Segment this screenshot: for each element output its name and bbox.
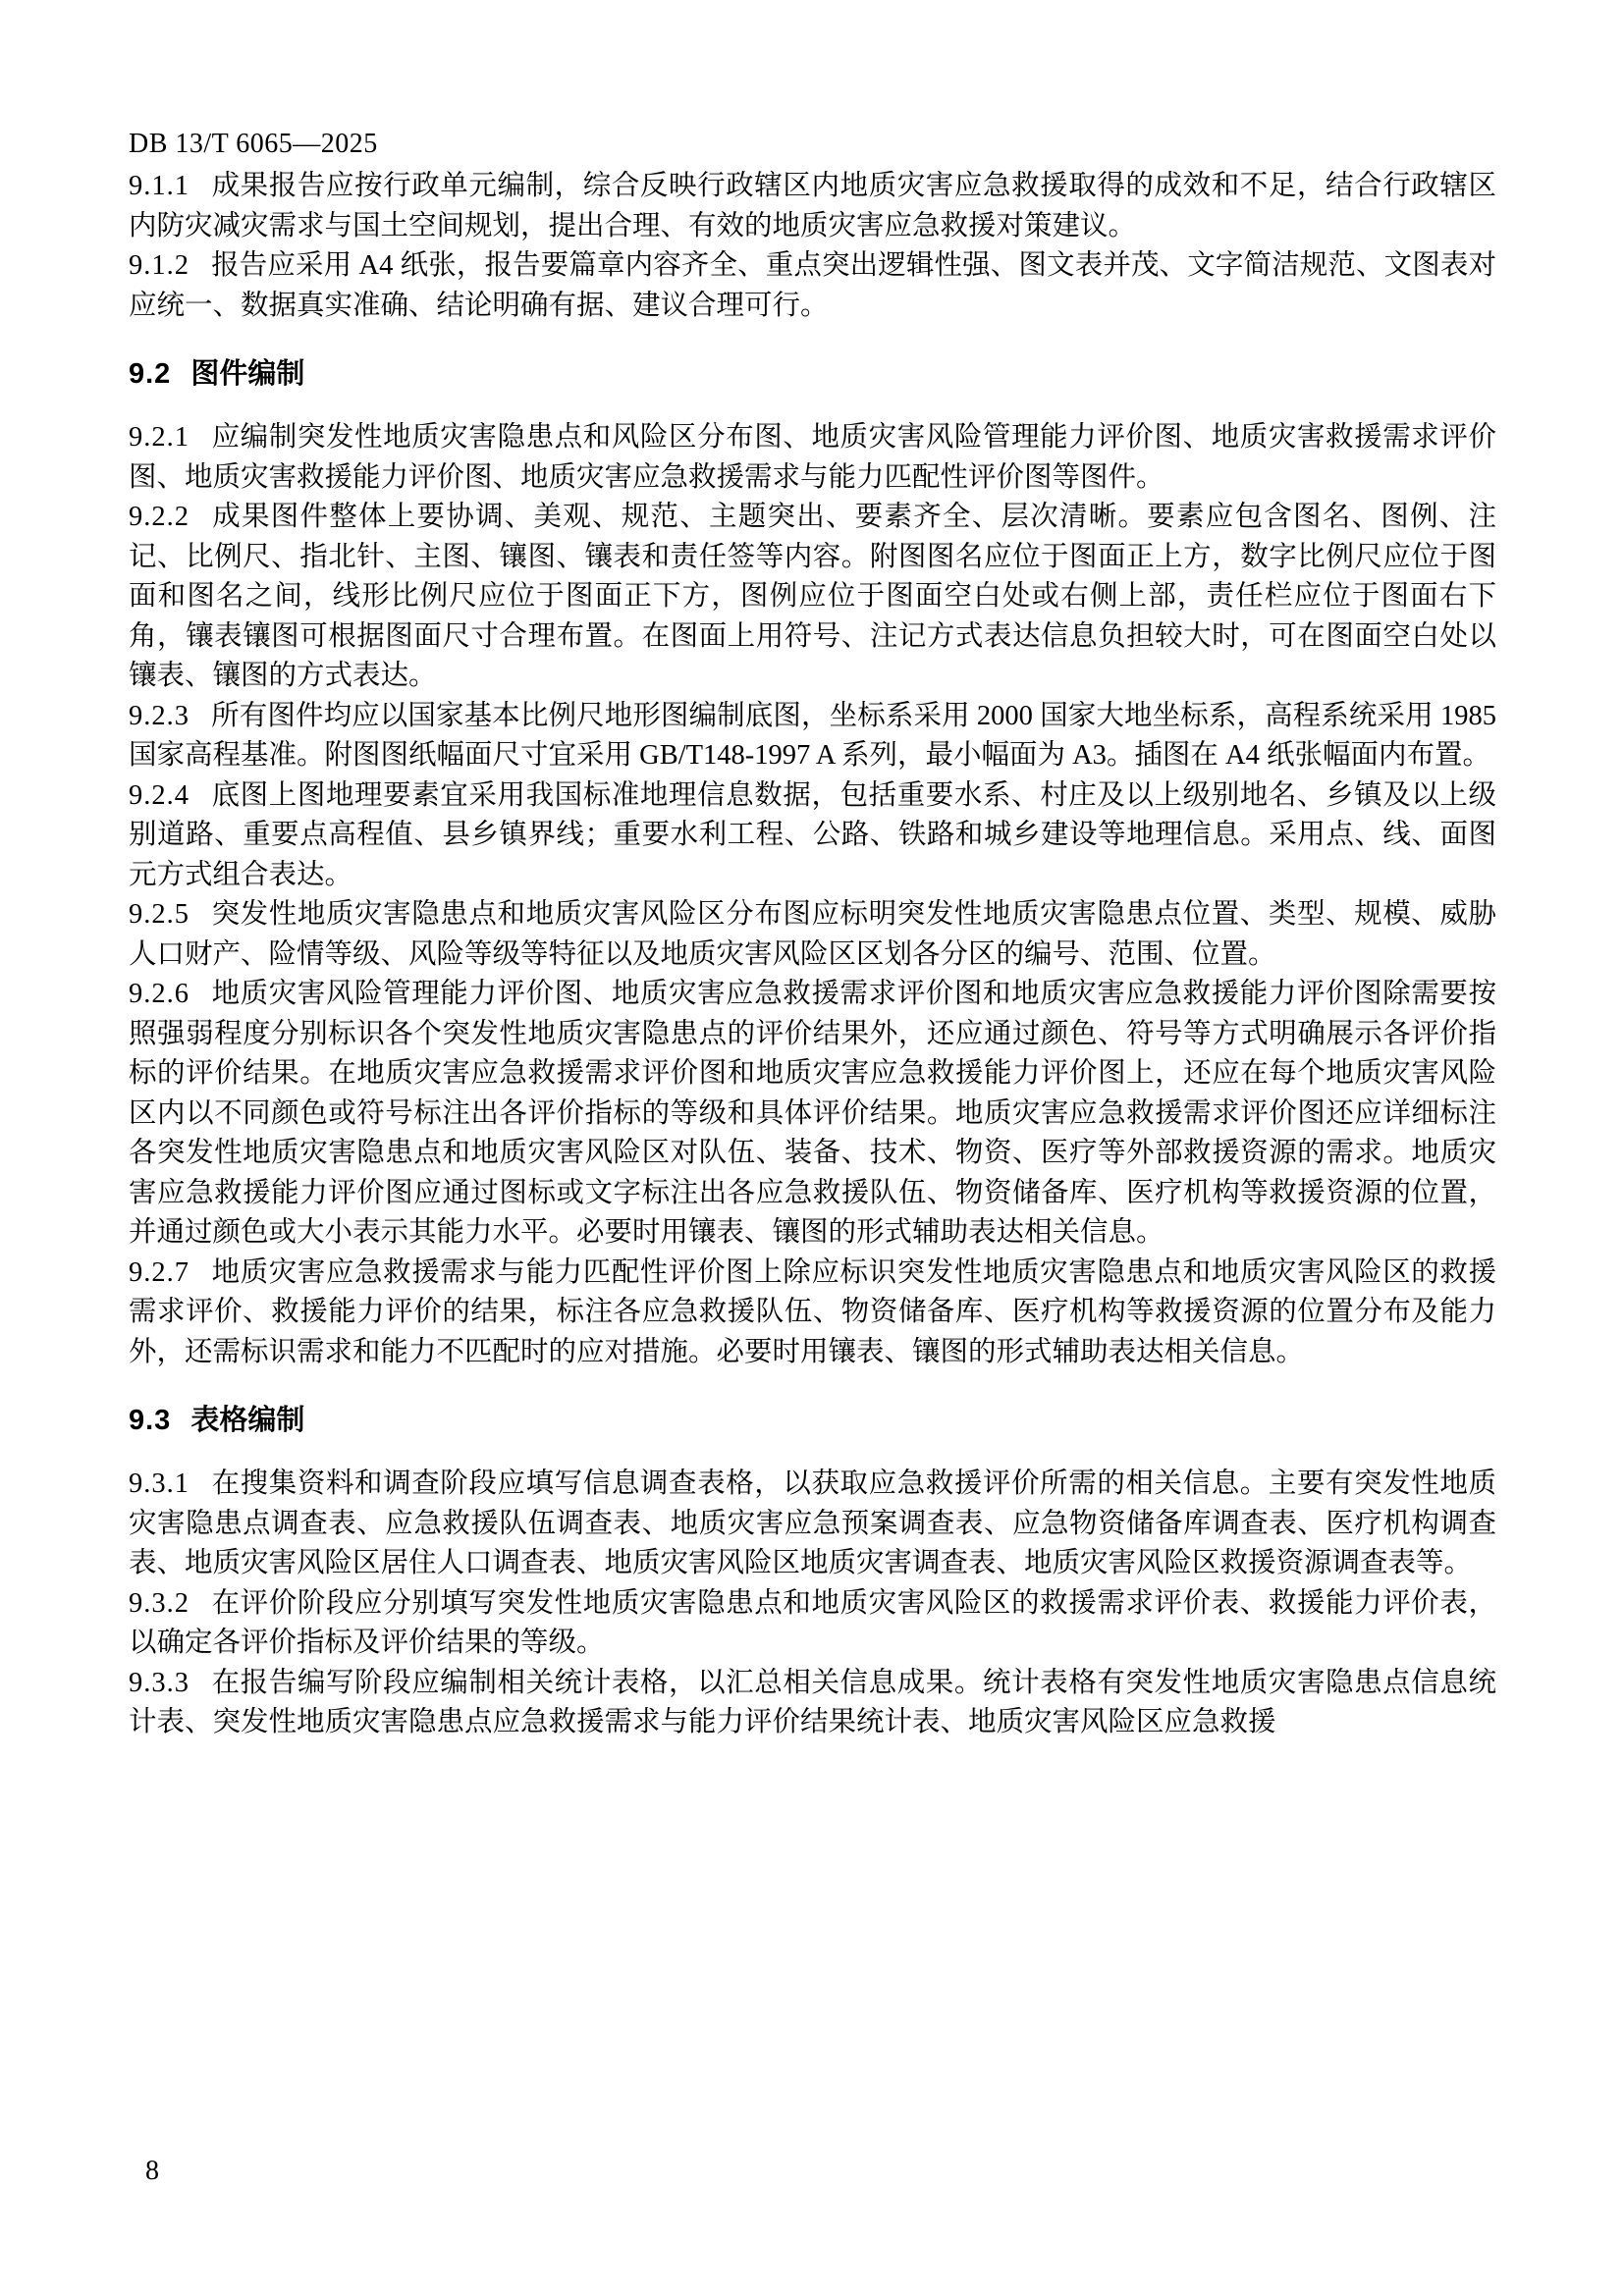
section-title: 表格编制 xyxy=(190,1405,305,1436)
document-number-header: DB 13/T 6065—2025 xyxy=(129,129,378,159)
section-number: 9.3 xyxy=(129,1405,172,1436)
document-body xyxy=(129,167,1496,1743)
clause-number: 9.1.2 xyxy=(129,250,189,281)
clause-text: 底图上图地理要素宜采用我国标准地理信息数据，包括重要水系、村庄及以上级别地名、乡镇及以上级别道路、重要点高程值、县乡镇界线；重要水利工程、公路、铁路和城乡建设等地理信息。采用点、线、面图元方式组合表达。 xyxy=(129,779,1496,890)
clause-text: 地质灾害应急救援需求与能力匹配性评价图上除应标识突发性地质灾害隐患点和地质灾害风险区的救援需求评价、救援能力评价的结果，标注各应急救援队伍、物资储备库、医疗机构等救援资源的位置分布及能力外，还需标识需求和能力不匹配时的应对措施。必要时用镶表、镶图的形式辅助表达相关信息。 xyxy=(129,1256,1496,1367)
clause-text: 在评价阶段应分别填写突发性地质灾害隐患点和地质灾害风险区的救援需求评价表、救援能力评价表，以确定各评价指标及评价结果的等级。 xyxy=(129,1587,1496,1658)
clause-9-1-1 xyxy=(129,167,1496,246)
clause-9-3-3 xyxy=(129,1664,1496,1743)
clause-9-2-4 xyxy=(129,776,1496,896)
clause-number: 9.2.5 xyxy=(129,899,189,930)
clause-9-2-7 xyxy=(129,1254,1496,1373)
section-number: 9.2 xyxy=(129,358,172,390)
section-heading-9-3 xyxy=(129,1398,1496,1438)
clause-number: 9.3.3 xyxy=(129,1667,189,1698)
clause-text: 成果报告应按行政单元编制，综合反映行政辖区内地质灾害应急救援取得的成效和不足，结合行政辖区内防灾减灾需求与国土空间规划，提出合理、有效的地质灾害应急救援对策建议。 xyxy=(129,171,1496,241)
clause-9-2-6 xyxy=(129,975,1496,1254)
clause-text: 地质灾害风险管理能力评价图、地质灾害应急救援需求评价图和地质灾害应急救援能力评价图除需要按照强弱程度分别标识各个突发性地质灾害隐患点的评价结果外，还应通过颜色、符号等方式明确展示各评价指标的评价结果。在地质灾害应急救援需求评价图和地质灾害应急救援能力评价图上，还应在每个地质灾害风险区内以不同颜色或符号标注出各评价指标的等级和具体评价结果。地质灾害应急救援需求评价图还应详细标注各突发性地质灾害隐患点和地质灾害风险区对队伍、装备、技术、物资、医疗等外部救援资源的需求。地质灾害应急救援能力评价图应通过图标或文字标注出各应急救援队伍、物资储备库、医疗机构等救援资源的位置，并通过颜色或大小表示其能力水平。必要时用镶表、镶图的形式辅助表达相关信息。 xyxy=(129,979,1496,1248)
clause-text: 在搜集资料和调查阶段应填写信息调查表格，以获取应急救援评价所需的相关信息。主要有突发性地质灾害隐患点调查表、应急救援队伍调查表、地质灾害应急预案调查表、应急物资储备库调查表、医疗机构调查表、地质灾害风险区居住人口调查表、地质灾害风险区地质灾害调查表、地质灾害风险区救援资源调查表等。 xyxy=(129,1468,1496,1578)
clause-text: 在报告编写阶段应编制相关统计表格，以汇总相关信息成果。统计表格有突发性地质灾害隐患点信息统计表、突发性地质灾害隐患点应急救援需求与能力评价结果统计表、地质灾害风险区应急救援 xyxy=(129,1667,1496,1737)
clause-text: 所有图件均应以国家基本比例尺地形图编制底图，坐标系采用 2000 国家大地坐标系，高程系统采用 1985 国家高程基准。附图图纸幅面尺寸宜采用 GB/T148-1997 A 系列，最小幅面为 A3。插图在 A4 纸张幅面内布置。 xyxy=(129,700,1496,771)
clause-number: 9.2.7 xyxy=(129,1256,189,1288)
clause-text: 突发性地质灾害隐患点和地质灾害风险区分布图应标明突发性地质灾害隐患点位置、类型、规模、威胁人口财产、险情等级、风险等级等特征以及地质灾害风险区区划各分区的编号、范围、位置。 xyxy=(129,899,1496,970)
clause-number: 9.3.1 xyxy=(129,1468,189,1499)
clause-number: 9.1.1 xyxy=(129,171,189,201)
clause-9-1-2 xyxy=(129,246,1496,326)
clause-number: 9.3.2 xyxy=(129,1587,189,1619)
section-title: 图件编制 xyxy=(190,358,305,390)
clause-9-2-1 xyxy=(129,418,1496,498)
clause-9-2-3 xyxy=(129,697,1496,776)
clause-number: 9.2.2 xyxy=(129,502,189,532)
clause-9-3-2 xyxy=(129,1584,1496,1664)
section-heading-9-2 xyxy=(129,351,1496,392)
clause-number: 9.2.4 xyxy=(129,779,189,811)
clause-text: 应编制突发性地质灾害隐患点和风险区分布图、地质灾害风险管理能力评价图、地质灾害救援需求评价图、地质灾害救援能力评价图、地质灾害应急救援需求与能力匹配性评价图等图件。 xyxy=(129,422,1496,493)
clause-9-3-1 xyxy=(129,1465,1496,1584)
clause-number: 9.2.6 xyxy=(129,979,189,1009)
clause-number: 9.2.1 xyxy=(129,422,189,453)
page-number: 8 xyxy=(145,2156,159,2186)
clause-number: 9.2.3 xyxy=(129,700,189,731)
clause-9-2-5 xyxy=(129,895,1496,975)
clause-9-2-2 xyxy=(129,498,1496,697)
clause-text: 成果图件整体上要协调、美观、规范、主题突出、要素齐全、层次清晰。要素应包含图名、图例、注记、比例尺、指北针、主图、镶图、镶表和责任签等内容。附图图名应位于图面正上方，数字比例尺应位于图面和图名之间，线形比例尺应位于图面正下方，图例应位于图面空白处或右侧上部，责任栏应位于图面右下角，镶表镶图可根据图面尺寸合理布置。在图面上用符号、注记方式表达信息负担较大时，可在图面空白处以镶表、镶图的方式表达。 xyxy=(129,502,1496,691)
clause-text: 报告应采用 A4 纸张，报告要篇章内容齐全、重点突出逻辑性强、图文表并茂、文字简洁规范、文图表对应统一、数据真实准确、结论明确有据、建议合理可行。 xyxy=(129,250,1496,321)
